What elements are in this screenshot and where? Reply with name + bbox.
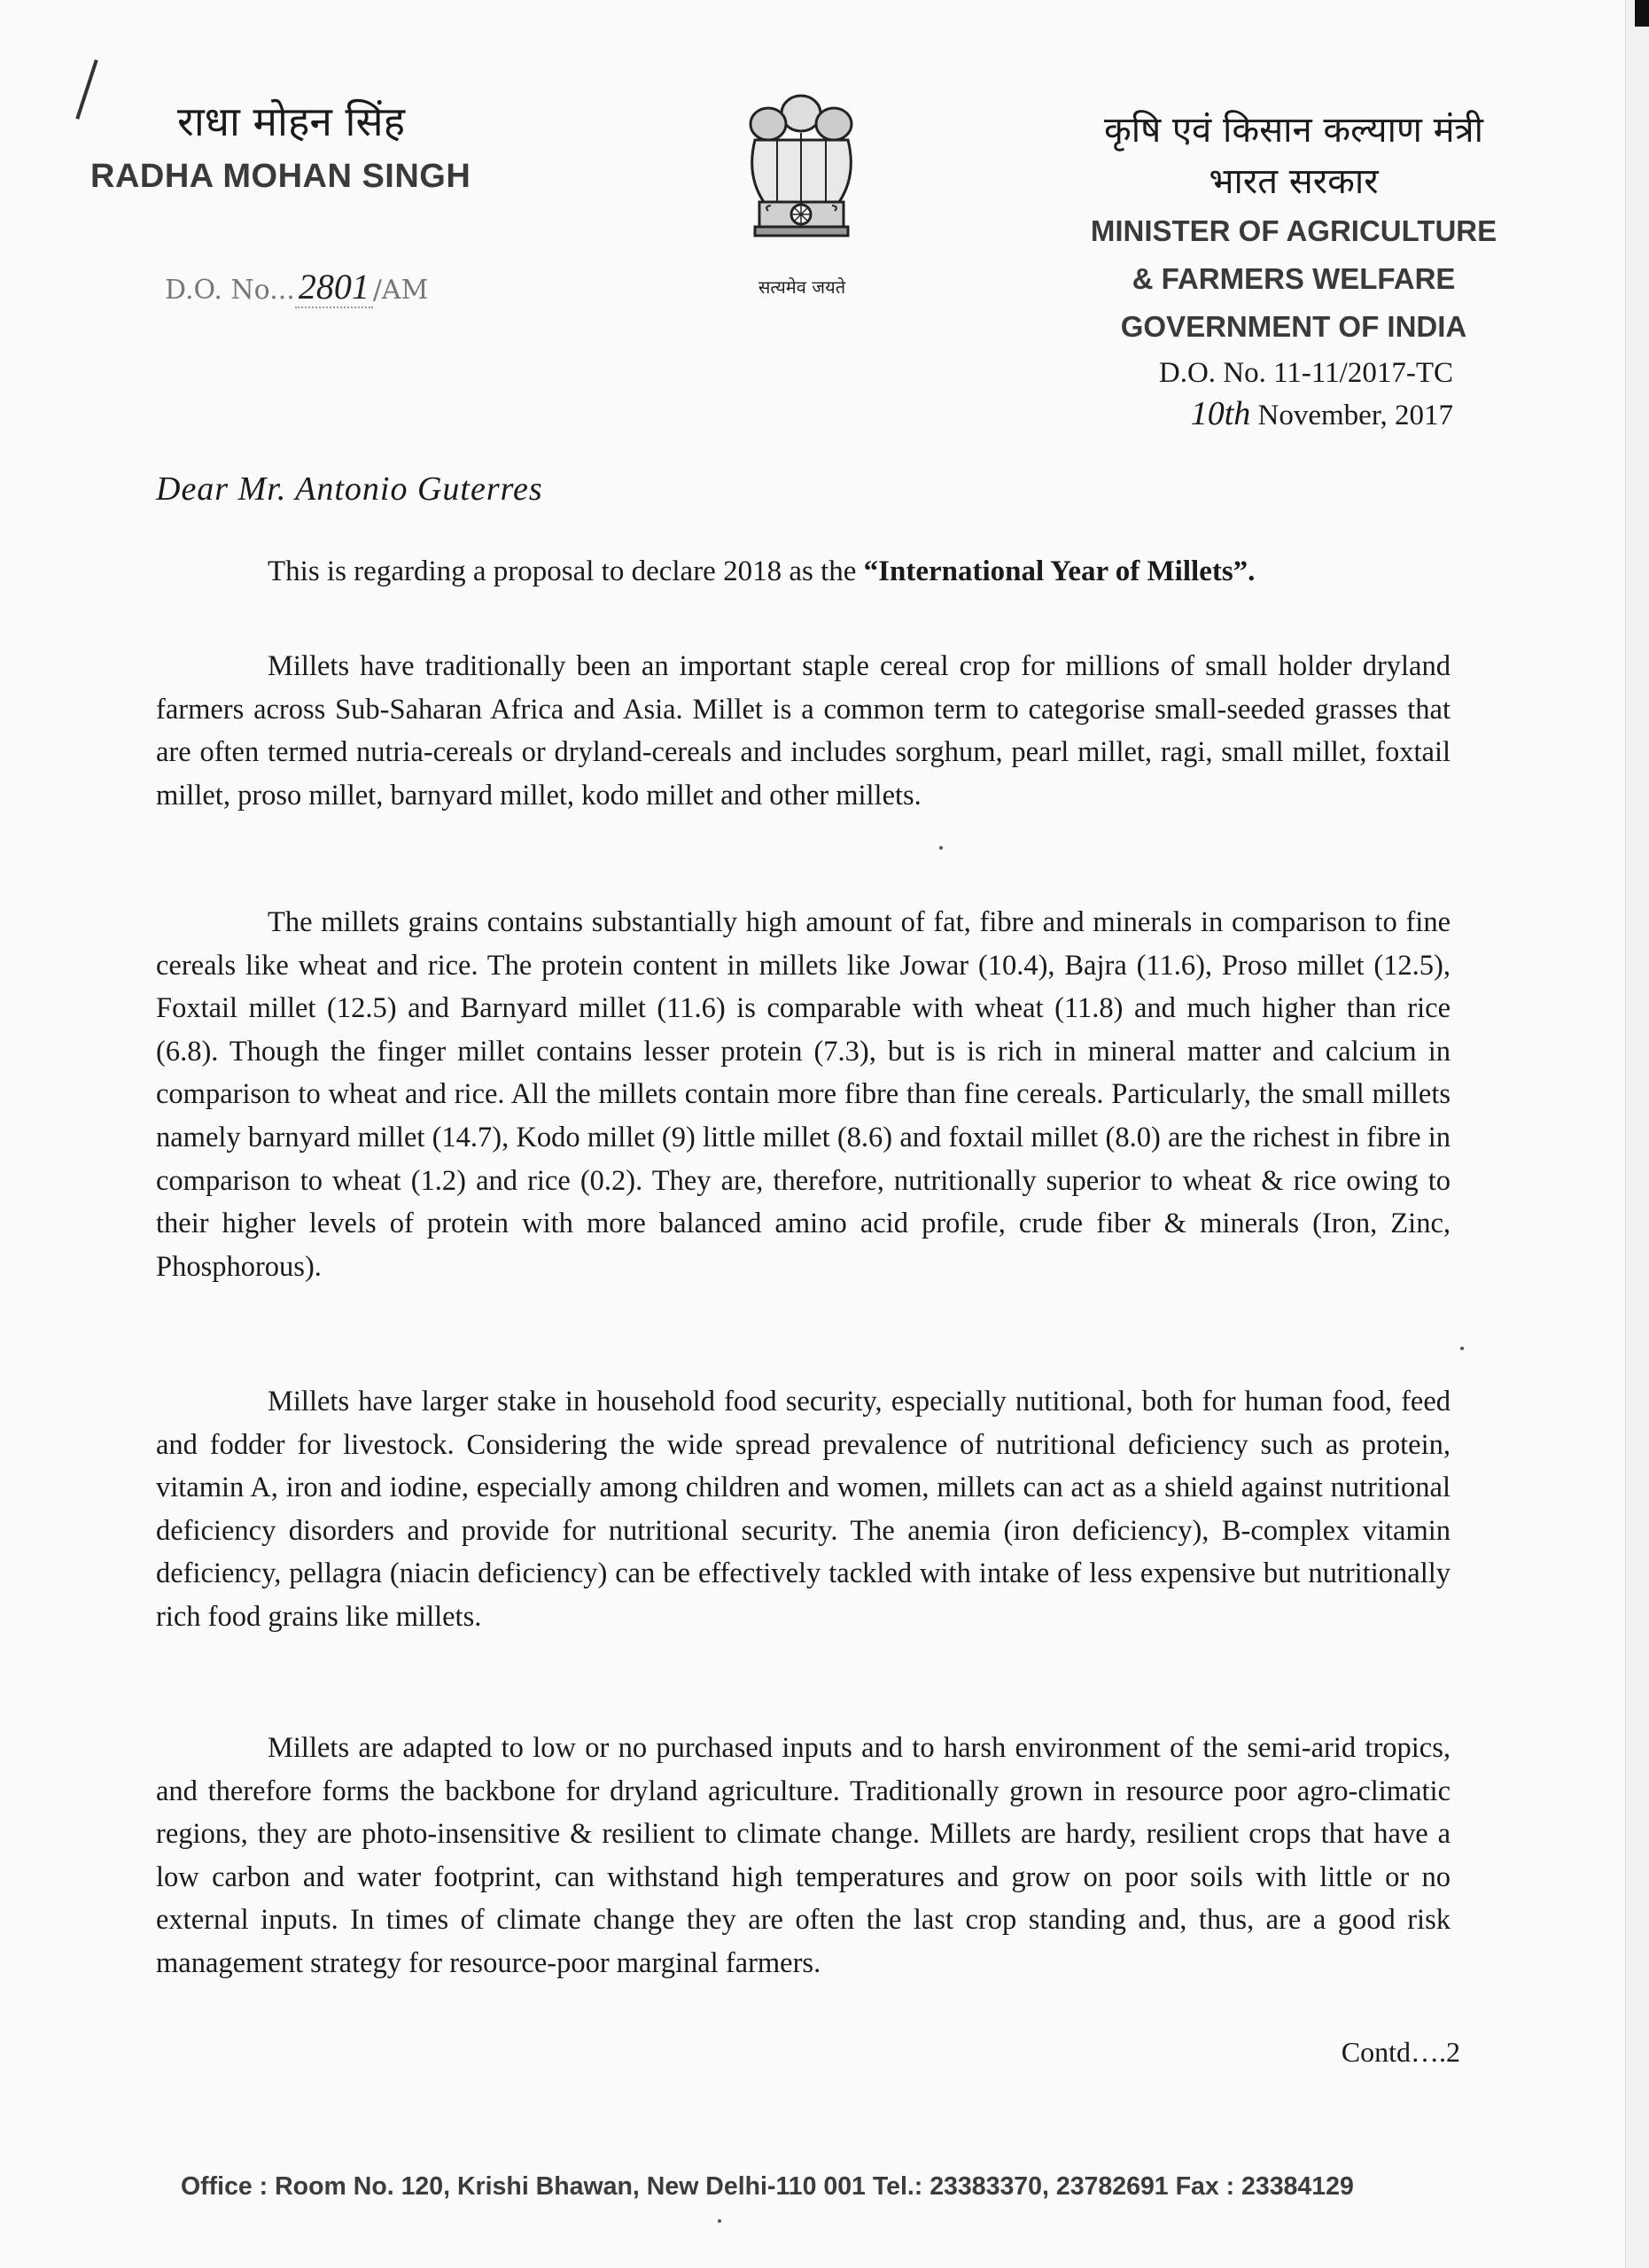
paragraph-2: The millets grains contains substantially high amount of fat, fibre and minerals in comparison to fine cereals like wheat and rice. The protein content in millets like Jowar (10.4), Bajra (11.6), Proso millet (12.5), Foxtail millet (12.5) and Barnyard millet (11.6) is comparable with wheat (11.8) and much higher than rice (6.8). Though the finger millet contains lesser protein (7.3), but is is rich in mineral matter and calcium in comparison to wheat and rice. All the millets contain more fibre than fine cereals. Particularly, the small millets namely barnyard millet (14.7), Kodo millet (9) little millet (8.6) and foxtail millet (8.0) are the richest in fibre in comparison to wheat (1.2) and rice (0.2). They are, therefore, nutritionally superior to wheat & rice owing to their higher levels of protein with more balanced amino acid profile, crude fiber & minerals (Iron, Zinc, Phosphorous). [156, 906, 1451, 1283]
intro-line [268, 555, 1455, 588]
paragraph-1: Millets have traditionally been an important staple cereal crop for millions of small holder dryland farmers across Sub-Saharan Africa and Asia. Millet is a common term to categorise small-seeded grasses that are often termed nutria-cereals or dryland-cereals and includes sorghum, pearl millet, ragi, small millet, foxtail millet, proso millet, barnyard millet, kodo millet and other millets. [156, 650, 1451, 812]
do-left-handwritten-number: 2801 [295, 267, 373, 308]
do-number: D.O. No. 11-11/2017-TC [1158, 357, 1453, 389]
name-english: RADHA MOHAN SINGH [90, 158, 471, 195]
reference-block [1099, 353, 1453, 436]
ministry-title-hindi: कृषि एवं किसान कल्याण मंत्री [1104, 110, 1483, 151]
do-left-suffix: /AM [372, 275, 429, 306]
date-day-handwritten: 10th [1190, 395, 1251, 432]
salutation: Dear Mr. Antonio Guterres [156, 470, 543, 508]
paragraph-4: Millets are adapted to low or no purchased inputs and to harsh environment of the semi-arid tropics, and therefore forms the backbone for dryland agriculture. Traditionally grown in resource poor agro-climatic regions, they are photo-insensitive & resilient to climate change. Millets are hardy, resilient crops that have a low carbon and water footprint, can withstand high temperatures and grow on poor soils with little or no external inputs. In times of climate change they are often the last crop standing and, thus, are a good risk management strategy for resource-poor marginal farmers. [156, 1732, 1451, 1979]
emblem-motto: सत्यमेव जयते [758, 276, 846, 298]
office-footer: Office : Room No. 120, Krishi Bhawan, New Delhi-110 001 Tel.: 23383370, 23782691 Fax : 23384129 [181, 2172, 1354, 2201]
scan-speck [1460, 1347, 1464, 1350]
date-rest: November, 2017 [1257, 400, 1453, 431]
scan-corner-mark [1635, 0, 1649, 27]
ministry-title-block [1046, 105, 1542, 351]
do-number-left [165, 266, 428, 307]
national-emblem-icon [728, 78, 875, 264]
government-hindi: भारत सरकार [1209, 161, 1379, 202]
name-hindi: राधा मोहन सिंह [177, 97, 405, 145]
scan-speck [939, 846, 943, 850]
letter-date [1099, 393, 1453, 436]
ministry-title-english-1: MINISTER OF AGRICULTURE [1090, 214, 1497, 247]
ministry-title-english-3: GOVERNMENT OF INDIA [1120, 310, 1467, 343]
continued-marker: Contd….2 [1341, 2036, 1460, 2068]
do-left-prefix: D.O. No... [165, 275, 295, 306]
pen-mark [75, 59, 97, 120]
ministry-title-english-2: & FARMERS WELFARE [1132, 262, 1456, 295]
paragraph-3: Millets have larger stake in household food security, especially nutitional, both for human food, feed and fodder for livestock. Considering the wide spread prevalence of nutritional deficiency such as protein, vitamin A, iron and iodine, especially among children and women, millets can act as a shield against nutritional deficiency disorders and provide for nutritional security. The anemia (iron deficiency), B-complex vitamin deficiency, pellagra (niacin deficiency) can be effectively tackled with intake of less expensive but nutritionally rich food grains like millets. [156, 1386, 1451, 1633]
intro-bold: “International Year of Millets”. [863, 555, 1256, 587]
intro-text: This is regarding a proposal to declare 2018 as the [268, 555, 864, 587]
scan-edge [1625, 0, 1649, 2268]
scan-speck [718, 2219, 721, 2223]
